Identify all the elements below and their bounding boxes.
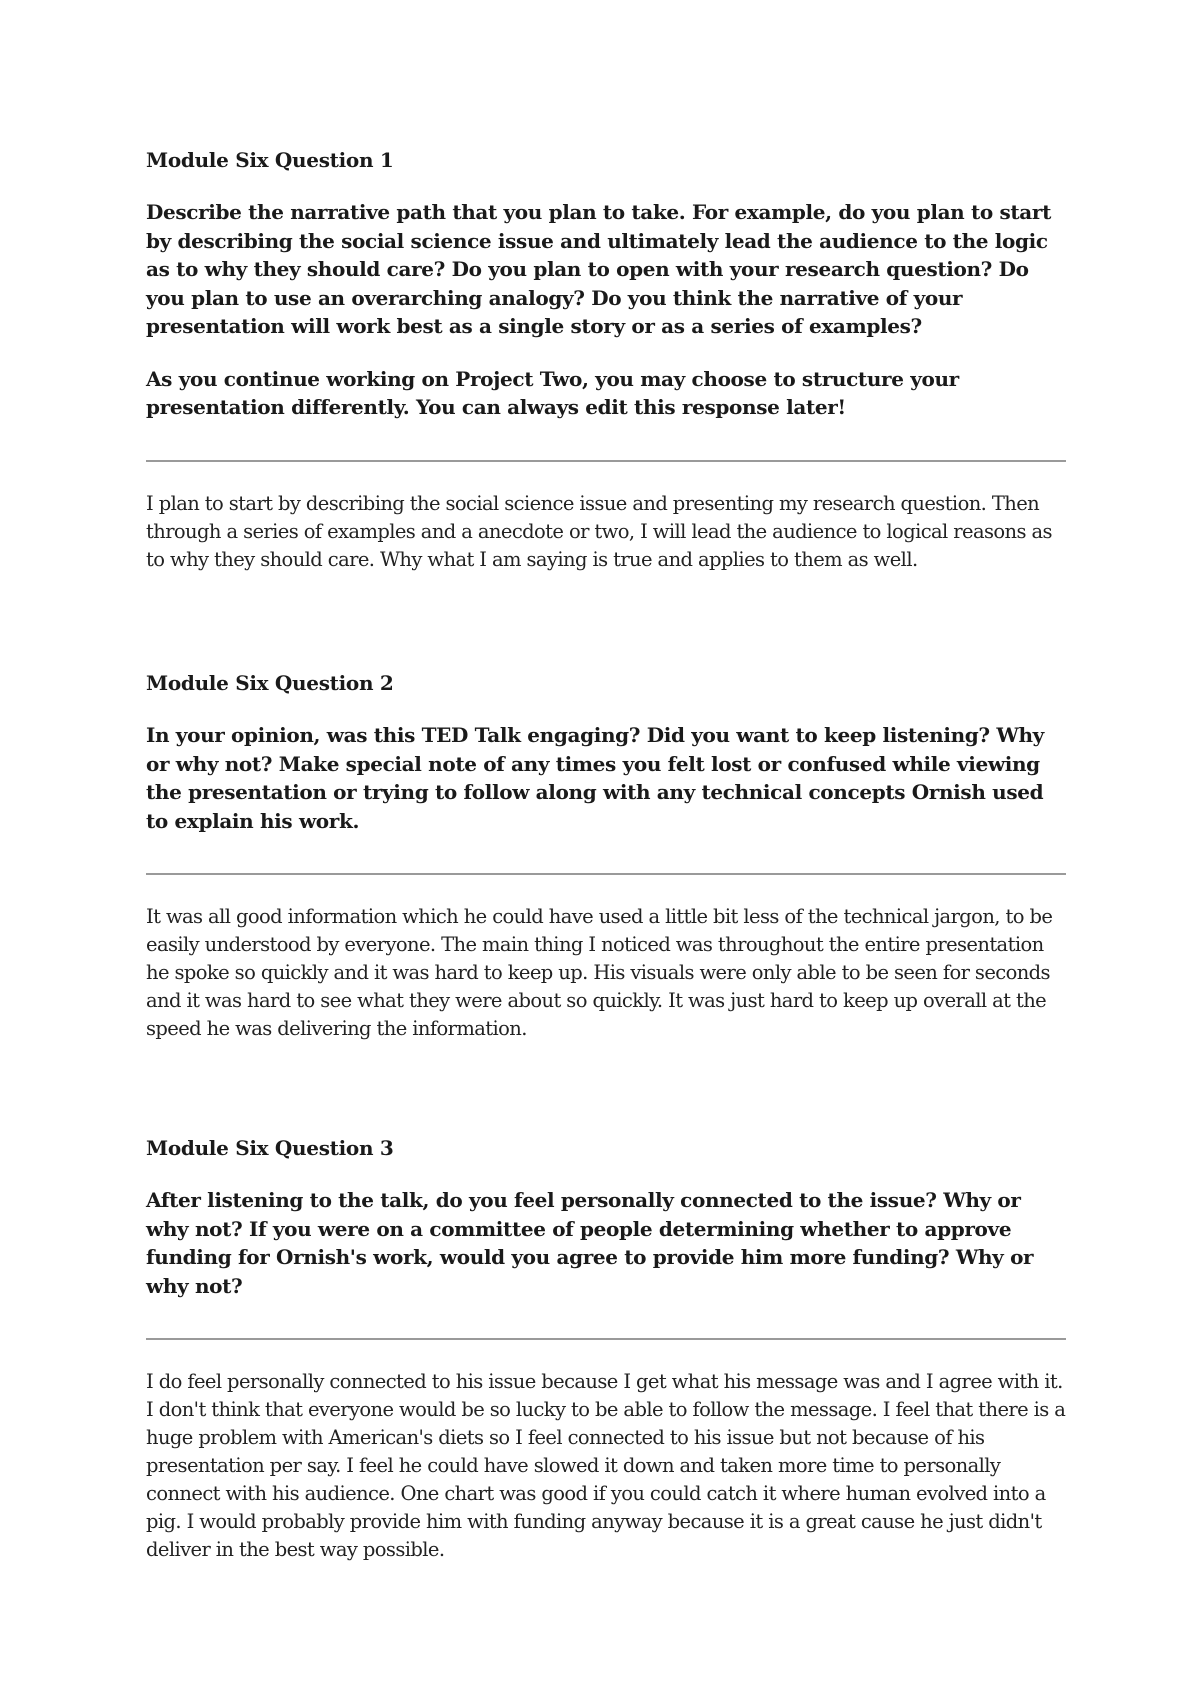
question-2-heading: Module Six Question 2 xyxy=(146,671,394,695)
question-2-prompt: In your opinion, was this TED Talk engaging? Did you want to keep listening? Why or why not? Make special note of any times you felt lost or confused while viewing the presentation or trying to follow along with any technical concepts Ornish used to explain his work. xyxy=(146,723,1044,833)
question-1-divider xyxy=(146,460,1066,462)
question-1-heading: Module Six Question 1 xyxy=(146,148,394,172)
question-3-heading: Module Six Question 3 xyxy=(146,1136,394,1160)
question-1-answer: I plan to start by describing the social science issue and presenting my research question. Then through a series of examples and a anecdote or two, I will lead the audience to logical reasons as to why they should care. Why what I am saying is true and applies to them as well. xyxy=(146,491,1052,571)
question-2-section xyxy=(146,669,1066,1043)
question-3-answer: I do feel personally connected to his issue because I get what his message was and I agree with it. I don't think that everyone would be so lucky to be able to follow the message. I feel that there is a huge problem with American's diets so I feel connected to his issue but not because of his presentation per say. I feel he could have slowed it down and taken more time to personally connect with his audience. One chart was good if you could catch it where human evolved into a pig. I would probably provide him with funding anyway because it is a great cause he just didn't deliver in the best way possible. xyxy=(146,1370,1066,1561)
question-1-section xyxy=(146,146,1066,574)
question-1-prompt-note: As you continue working on Project Two, you may choose to structure your presentation differently. You can always edit this response later! xyxy=(146,366,959,419)
question-1-prompt: Describe the narrative path that you plan to take. For example, do you plan to start by describing the social science issue and ultimately lead the audience to the logic as to why they should care? Do you plan to open with your research question? Do you plan to use an overarching analogy? Do you think the narrative of your presentation will work best as a single story or as a series of examples? xyxy=(146,200,1051,338)
question-2-answer: It was all good information which he could have used a little bit less of the technical jargon, to be easily understood by everyone. The main thing I noticed was throughout the entire presentation he spoke so quickly and it was hard to keep up. His visuals were only able to be seen for seconds and it was hard to see what they were about so quickly. It was just hard to keep up overall at the speed he was delivering the information. xyxy=(146,905,1053,1040)
question-3-prompt: After listening to the talk, do you feel personally connected to the issue? Why or why not? If you were on a committee of people determining whether to approve funding for Ornish's work, would you agree to provide him more funding? Why or why not? xyxy=(146,1188,1034,1298)
question-2-divider xyxy=(146,873,1066,875)
question-3-section xyxy=(146,1134,1066,1564)
question-3-divider xyxy=(146,1338,1066,1340)
